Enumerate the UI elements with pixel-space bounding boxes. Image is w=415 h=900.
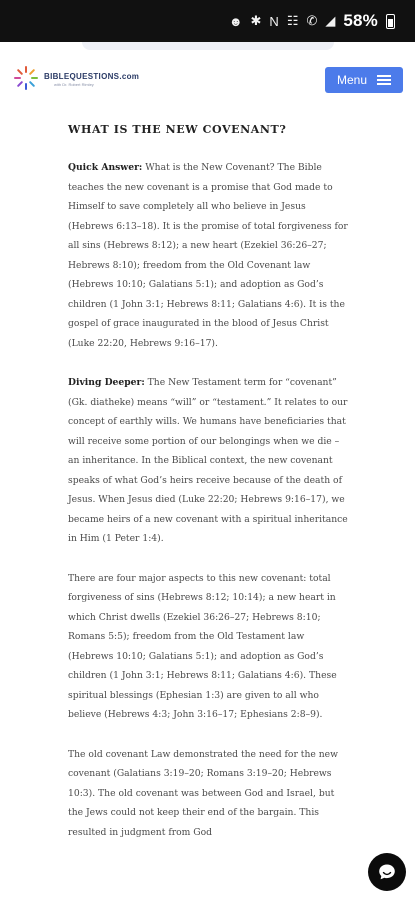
- address-bar-remnant[interactable]: [82, 42, 334, 50]
- paragraph-lead: Quick Answer:: [68, 162, 143, 173]
- battery-icon: [386, 14, 395, 29]
- chat-button[interactable]: [368, 853, 406, 891]
- profile-icon: ☻: [228, 13, 243, 29]
- menu-button[interactable]: [325, 67, 403, 93]
- article-title: WHAT IS THE NEW COVENANT?: [68, 123, 287, 136]
- paragraph-lead: Diving Deeper:: [68, 377, 145, 388]
- logo-wordmark: BIBLEQUESTIONS.com: [44, 72, 140, 81]
- wifi-call-icon: ✆: [306, 13, 318, 28]
- site-header: [0, 52, 415, 108]
- aspects-paragraph: [68, 569, 352, 725]
- paragraph-text: The New Testament term for “covenant” (Gk. diatheke) means “will” or “testament.” It relates to our concept of earthly wills. We humans have beneficiaries that will receive some portion of our belongings when we die – an inheritance. In the Biblical context, the new covenant speaks of what God’s heirs receive because of the death of Jesus. When Jesus died (Luke 22:20; Hebrews 9:16–17), we became heirs of a new covenant with a spiritual inheritance in Him (1 Peter 1:4).: [68, 377, 348, 544]
- chat-bubble-icon: [377, 862, 397, 882]
- paragraph-text: The old covenant Law demonstrated the need for the new covenant (Galatians 3:19–20; Romans 3:19–20; Hebrews 10:3). The old covenant was between God and Israel, but the Jews could not keep their end of the bargain. This resulted in judgment from God: [68, 748, 338, 838]
- signal-icon: ◢: [325, 13, 336, 28]
- bluetooth-icon: ✱: [250, 13, 262, 28]
- article-content: [68, 120, 352, 862]
- diving-deeper-paragraph: [68, 373, 352, 549]
- battery-percentage: 58%: [343, 11, 378, 30]
- hamburger-icon: [377, 75, 391, 85]
- nfc-icon: N: [269, 13, 279, 29]
- logo-tagline: with Dr. Robert Rimley: [54, 82, 94, 87]
- old-covenant-paragraph: [68, 745, 352, 843]
- paragraph-text: There are four major aspects to this new covenant: total forgiveness of sins (Hebrews 8:12; 10:14); a new heart in which Christ dwells (Ezekiel 36:26–27; Hebrews 8:10; Romans 5:5); freedom from the Old Testament law (Hebrews 10:10; Galatians 5:1); and adoption as God’s children (1 John 3:1; Hebrews 8:11; Galatians 4:6). These spiritual blessings (Ephesian 1:3) are given to all who believe (Hebrews 4:3; John 3:16–17; Ephesians 2:8–9).: [68, 572, 337, 720]
- logo-burst-icon: [12, 64, 40, 92]
- menu-button-label: Menu: [336, 73, 368, 87]
- site-logo[interactable]: [12, 64, 152, 96]
- status-bar: [0, 0, 415, 42]
- vibrate-icon: ☷: [286, 13, 299, 28]
- quick-answer-paragraph: [68, 158, 352, 353]
- paragraph-text: What is the New Covenant? The Bible teaches the new covenant is a promise that God made to Himself to save completely all who believe in Jesus (Hebrews 6:13–18). It is the promise of total forgiveness for all sins (Hebrews 8:12); a new heart (Ezekiel 36:26–27; Hebrews 8:10); freedom from the Old Covenant law (Hebrews 10:10; Galatians 5:1); and adoption as God’s children (1 John 3:1; Hebrews 8:11; Galatians 4:6). It is the gospel of grace inaugurated in the blood of Jesus Christ (Luke 22:20, Hebrews 9:16–17).: [68, 162, 348, 349]
